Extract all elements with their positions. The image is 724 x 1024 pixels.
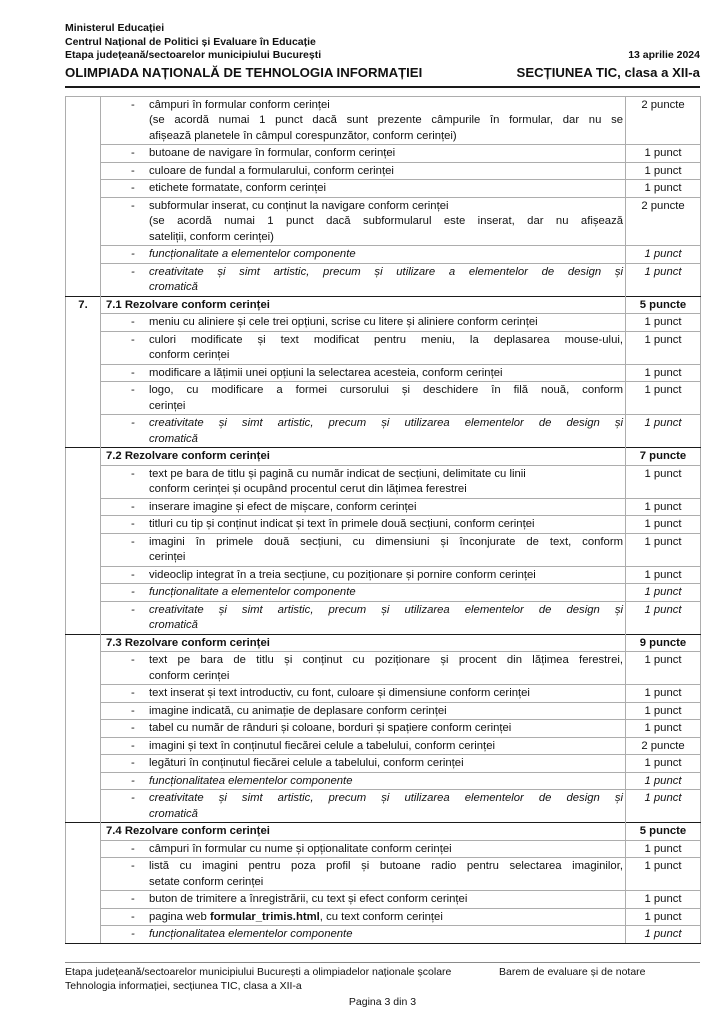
- criterion-line: creativitate și simt artistic, precum și utilizarea elementelor de design și: [149, 603, 623, 616]
- item-number-cell: [66, 840, 101, 858]
- bullet-dash-icon: -: [131, 366, 135, 379]
- item-number-cell: [66, 566, 101, 584]
- bullet-dash-icon: -: [131, 182, 135, 194]
- bullet-item: [101, 534, 625, 566]
- bullet-item: [101, 97, 625, 145]
- criterion-row: [66, 755, 701, 773]
- item-number-cell: [66, 891, 101, 909]
- bullet-item: [101, 180, 625, 197]
- criterion-row: [66, 415, 701, 448]
- criterion-line: (se acordă numai 1 punct dacă sunt prezente câmpurile în formular, dar nu se: [149, 114, 623, 126]
- footer-stage-line: Etapa județeană/sectoarelor municipiului București a olimpiadelor naționale școlare: [65, 966, 452, 978]
- criterion-line: videoclip integrat în a treia secțiune, cu poziționare și pornire conform cerinței: [149, 568, 536, 581]
- bullet-dash-icon: -: [131, 893, 135, 905]
- points-cell: 1 punct: [626, 180, 701, 198]
- criterion-row: [66, 498, 701, 516]
- criterion-text-cell: [101, 162, 626, 180]
- scoring-table: [65, 96, 701, 944]
- bullet-item: [101, 264, 625, 296]
- bullet-item: [101, 755, 625, 772]
- section-header-row: [66, 296, 701, 314]
- item-number-cell: [66, 533, 101, 566]
- bullet-dash-icon: -: [131, 860, 135, 872]
- criterion-text-cell: [101, 772, 626, 790]
- item-number-cell: [66, 382, 101, 415]
- bullet-dash-icon: -: [131, 98, 135, 111]
- criterion-line: (se acordă numai 1 punct dacă subformularul este inserat, dar nu afișează: [149, 215, 623, 227]
- bullet-item: [101, 382, 625, 414]
- item-number-cell: 7.: [66, 296, 101, 314]
- criterion-row: [66, 908, 701, 926]
- criterion-line: creativitate și simt artistic, precum și utilizarea elementelor de design și: [149, 417, 623, 429]
- item-number-cell: [66, 180, 101, 198]
- bullet-dash-icon: -: [131, 199, 135, 212]
- footer-line1: [65, 966, 700, 980]
- criterion-line: afișează planetele în câmpul corespunzător, conform cerinței): [149, 129, 457, 142]
- item-number-cell: [66, 584, 101, 602]
- criterion-text-cell: [101, 197, 626, 246]
- bullet-item: [101, 773, 625, 790]
- points-cell: 2 puncte: [626, 737, 701, 755]
- bullet-item: [101, 685, 625, 702]
- criterion-line: culoare de fundal a formularului, conform cerinței: [149, 164, 394, 177]
- criterion-row: [66, 891, 701, 909]
- criterion-line: cerinței: [149, 551, 186, 563]
- criterion-line: funcționalitatea elementelor componente: [149, 928, 353, 940]
- criterion-line: conform cerinței: [149, 669, 230, 682]
- olympiad-title: OLIMPIADA NAȚIONALĂ DE TEHNOLOGIA INFORMAȚIEI: [65, 64, 423, 80]
- item-number-cell: [66, 263, 101, 296]
- criterion-line: cromatică: [149, 281, 198, 293]
- criterion-line: imagini în primele două secțiuni, cu dimensiuni și înconjurate de text, conform: [149, 535, 623, 548]
- points-cell: 2 puncte: [626, 197, 701, 246]
- criterion-text-cell: [101, 382, 626, 415]
- criterion-text-cell: [101, 720, 626, 738]
- criterion-row: [66, 162, 701, 180]
- criterion-text-cell: [101, 246, 626, 264]
- title-row: [65, 65, 700, 81]
- criterion-line: câmpuri în formular cu nume și opționalitate conform cerinței: [149, 842, 452, 855]
- criterion-row: [66, 584, 701, 602]
- criterion-line: imagini și text în conținutul fiecărei celule a tabelului, conform cerinței: [149, 739, 495, 752]
- points-cell: 2 puncte: [626, 96, 701, 145]
- points-cell: 1 punct: [626, 263, 701, 296]
- criterion-text-cell: [101, 96, 626, 145]
- item-number-cell: [66, 145, 101, 163]
- points-cell: 5 puncte: [626, 823, 701, 841]
- criterion-line: modificare a lățimii unei opțiuni la selectarea acesteia, conform cerinței: [149, 366, 503, 379]
- criterion-line: subformular inserat, cu conținut la navigare conform cerinței: [149, 199, 449, 212]
- criterion-row: [66, 652, 701, 685]
- bullet-item: [101, 365, 625, 382]
- bullet-item: [101, 163, 625, 180]
- points-cell: 9 puncte: [626, 634, 701, 652]
- bullet-item: [101, 926, 625, 943]
- bullet-item: [101, 909, 625, 926]
- item-number-cell: [66, 415, 101, 448]
- criterion-line: imagine indicată, cu animație de deplasare conform cerinței: [149, 704, 447, 717]
- criterion-text-cell: [101, 702, 626, 720]
- criterion-line: câmpuri în formular conform cerinței: [149, 98, 330, 111]
- item-number-cell: [66, 162, 101, 180]
- criterion-line: funcționalitatea elementelor componente: [149, 774, 353, 787]
- criterion-text-cell: [101, 737, 626, 755]
- criterion-text-cell: [101, 685, 626, 703]
- criterion-line: cromatică: [149, 432, 198, 445]
- criterion-row: [66, 926, 701, 944]
- section-title: 7.2 Rezolvare conform cerinței: [106, 450, 270, 462]
- points-cell: 1 punct: [626, 331, 701, 364]
- criterion-row: [66, 840, 701, 858]
- points-cell: 7 puncte: [626, 448, 701, 466]
- section-title: 7.1 Rezolvare conform cerinței: [106, 298, 270, 311]
- criterion-line: listă cu imagini pentru poza profil și butoane radio pentru selectarea imaginilor,: [149, 860, 623, 872]
- criterion-text-cell: [101, 755, 626, 773]
- bullet-dash-icon: -: [131, 774, 135, 787]
- item-number-cell: [66, 702, 101, 720]
- points-cell: 5 puncte: [626, 296, 701, 314]
- criterion-line: legături în conținutul fiecărei celule a tabelului, conform cerinței: [149, 757, 464, 769]
- points-cell: 1 punct: [626, 652, 701, 685]
- criterion-row: [66, 772, 701, 790]
- criterion-text-cell: [101, 858, 626, 891]
- item-number-cell: [66, 601, 101, 634]
- bullet-dash-icon: -: [131, 687, 135, 699]
- criterion-text-cell: [101, 634, 626, 652]
- item-number-cell: [66, 331, 101, 364]
- criterion-text-cell: [101, 926, 626, 944]
- criterion-text-cell: [101, 584, 626, 602]
- footer-subject-line: Tehnologia informației, secțiunea TIC, clasa a XII-a: [65, 979, 302, 992]
- criterion-row: [66, 737, 701, 755]
- bullet-dash-icon: -: [131, 164, 135, 177]
- header-rule: [65, 86, 700, 88]
- date-label: 13 aprilie 2024: [628, 49, 700, 61]
- bullet-dash-icon: -: [131, 842, 135, 855]
- criterion-text-cell: [101, 296, 626, 314]
- criterion-line: meniu cu aliniere și cele trei opțiuni, scrise cu litere și aliniere conform cerinței: [149, 316, 538, 328]
- item-number-cell: [66, 823, 101, 841]
- criterion-text-cell: [101, 263, 626, 296]
- bullet-dash-icon: -: [131, 603, 135, 616]
- bullet-dash-icon: -: [131, 586, 135, 598]
- item-number-cell: [66, 790, 101, 823]
- document-header: [65, 22, 700, 88]
- points-cell: 1 punct: [626, 858, 701, 891]
- item-number-cell: [66, 737, 101, 755]
- bullet-dash-icon: -: [131, 928, 135, 940]
- criterion-text-cell: [101, 652, 626, 685]
- criterion-line: conform cerinței: [149, 349, 230, 361]
- criterion-line: titluri cu tip și conținut indicat și text în primele două secțiuni, conform cerinței: [149, 518, 535, 530]
- item-number-cell: [66, 498, 101, 516]
- points-cell: 1 punct: [626, 382, 701, 415]
- bullet-dash-icon: -: [131, 722, 135, 734]
- criterion-line: cerinței: [149, 399, 186, 412]
- criterion-line: logo, cu modificare a formei cursorului și deschidere în filă nouă, conform: [149, 384, 623, 396]
- points-cell: 1 punct: [626, 498, 701, 516]
- points-cell: 1 punct: [626, 840, 701, 858]
- points-cell: 1 punct: [626, 908, 701, 926]
- footer-barem-label: Barem de evaluare și de notare: [499, 966, 646, 978]
- criterion-line: creativitate și simt artistic, precum și utilizare a elementelor de design și: [149, 265, 623, 278]
- bullet-item: [101, 516, 625, 533]
- criterion-text-cell: [101, 533, 626, 566]
- criterion-row: [66, 601, 701, 634]
- item-number-cell: [66, 685, 101, 703]
- points-cell: 1 punct: [626, 415, 701, 448]
- points-cell: 1 punct: [626, 246, 701, 264]
- bullet-item: [101, 602, 625, 634]
- item-number-cell: [66, 516, 101, 534]
- points-cell: 1 punct: [626, 772, 701, 790]
- criterion-row: [66, 858, 701, 891]
- bullet-dash-icon: -: [131, 704, 135, 717]
- criterion-line: text pe bara de titlu și pagină cu număr indicat de secțiuni, delimitate cu linii: [149, 467, 526, 480]
- points-cell: 1 punct: [626, 145, 701, 163]
- bullet-item: [101, 703, 625, 720]
- criterion-row: [66, 96, 701, 145]
- criterion-row: [66, 533, 701, 566]
- bullet-item: [101, 841, 625, 858]
- points-cell: 1 punct: [626, 790, 701, 823]
- criterion-row: [66, 263, 701, 296]
- bullet-item: [101, 145, 625, 162]
- stage-date-row: [65, 49, 700, 63]
- bullet-dash-icon: -: [131, 518, 135, 530]
- bullet-dash-icon: -: [131, 467, 135, 480]
- bullet-item: [101, 738, 625, 755]
- ministry-line: Ministerul Educației: [65, 22, 165, 34]
- points-cell: 1 punct: [626, 584, 701, 602]
- criterion-line: creativitate și simt artistic, precum și utilizarea elementelor de design și: [149, 792, 623, 804]
- criterion-row: [66, 790, 701, 823]
- points-cell: 1 punct: [626, 702, 701, 720]
- criterion-line: text inserat și text introductiv, cu font, culoare și dimensiune conform cerinței: [149, 687, 530, 699]
- bullet-item: [101, 720, 625, 737]
- criterion-line: funcționalitate a elementelor componente: [149, 586, 356, 598]
- criterion-text-cell: [101, 891, 626, 909]
- bullet-dash-icon: -: [131, 316, 135, 328]
- section-title: 7.4 Rezolvare conform cerinței: [106, 825, 270, 837]
- section-title: 7.3 Rezolvare conform cerinței: [106, 636, 270, 649]
- criterion-row: [66, 702, 701, 720]
- item-number-cell: [66, 755, 101, 773]
- item-number-cell: [66, 772, 101, 790]
- criterion-text-cell: [101, 840, 626, 858]
- points-cell: 1 punct: [626, 465, 701, 498]
- bullet-item: [101, 198, 625, 246]
- criterion-line: text pe bara de titlu și conținut cu poziționare și procent din lățimea ferestrei,: [149, 654, 623, 666]
- points-cell: 1 punct: [626, 720, 701, 738]
- footer-rule: [65, 962, 700, 963]
- item-number-cell: [66, 96, 101, 145]
- bullet-dash-icon: -: [131, 500, 135, 513]
- points-cell: 1 punct: [626, 685, 701, 703]
- criterion-row: [66, 145, 701, 163]
- criterion-line: pagina web formular_trimis.html, cu text conform cerinței: [149, 910, 443, 923]
- bullet-item: [101, 790, 625, 822]
- bullet-item: [101, 891, 625, 908]
- bullet-dash-icon: -: [131, 333, 135, 346]
- criterion-line: butoane de navigare în formular, conform cerinței: [149, 147, 396, 159]
- center-line: Centrul Național de Politici și Evaluare în Educație: [65, 35, 316, 48]
- points-cell: 1 punct: [626, 926, 701, 944]
- item-number-cell: [66, 246, 101, 264]
- criterion-row: [66, 516, 701, 534]
- criterion-row: [66, 685, 701, 703]
- criterion-text-cell: [101, 601, 626, 634]
- criterion-text-cell: [101, 465, 626, 498]
- criterion-text-cell: [101, 364, 626, 382]
- points-cell: 1 punct: [626, 891, 701, 909]
- item-number-cell: [66, 364, 101, 382]
- criterion-row: [66, 331, 701, 364]
- criterion-line: culori modificate și text modificat pentru meniu, la deplasarea mouse-ului,: [149, 333, 623, 346]
- section-class-label: SECȚIUNEA TIC, clasa a XII-a: [516, 64, 700, 80]
- points-cell: 1 punct: [626, 533, 701, 566]
- criterion-text-cell: [101, 823, 626, 841]
- criterion-row: [66, 314, 701, 332]
- criterion-text-cell: [101, 415, 626, 448]
- page-number: Pagina 3 din 3: [348, 996, 417, 1008]
- criterion-text-cell: [101, 145, 626, 163]
- section-header-row: [66, 823, 701, 841]
- criterion-row: [66, 197, 701, 246]
- item-number-cell: [66, 926, 101, 944]
- item-number-cell: [66, 197, 101, 246]
- bullet-item: [101, 584, 625, 601]
- points-cell: 1 punct: [626, 516, 701, 534]
- criterion-text-cell: [101, 908, 626, 926]
- criterion-text-cell: [101, 516, 626, 534]
- bullet-dash-icon: -: [131, 910, 135, 923]
- criterion-text-cell: [101, 331, 626, 364]
- points-cell: 1 punct: [626, 314, 701, 332]
- criterion-line: setate conform cerinței: [149, 875, 264, 888]
- bullet-dash-icon: -: [131, 417, 135, 429]
- criterion-row: [66, 566, 701, 584]
- bullet-item: [101, 246, 625, 263]
- bullet-dash-icon: -: [131, 568, 135, 581]
- bullet-item: [101, 466, 625, 498]
- bullet-item: [101, 652, 625, 684]
- document-footer: [65, 962, 700, 1010]
- bullet-item: [101, 415, 625, 447]
- item-number-cell: [66, 652, 101, 685]
- criterion-line: sateliții, conform cerinței): [149, 230, 274, 243]
- section-header-row: [66, 448, 701, 466]
- bullet-item: [101, 567, 625, 584]
- bullet-dash-icon: -: [131, 739, 135, 752]
- criterion-text-cell: [101, 314, 626, 332]
- bullet-dash-icon: -: [131, 248, 135, 260]
- item-number-cell: [66, 720, 101, 738]
- bullet-item: [101, 858, 625, 890]
- criterion-row: [66, 364, 701, 382]
- bullet-dash-icon: -: [131, 792, 135, 804]
- points-cell: 1 punct: [626, 755, 701, 773]
- criterion-row: [66, 246, 701, 264]
- document-content: [65, 22, 700, 944]
- criterion-line: tabel cu număr de rânduri și coloane, borduri și spațiere conform cerinței: [149, 722, 512, 734]
- criterion-line: funcționalitate a elementelor componente: [149, 248, 356, 260]
- section-header-row: [66, 634, 701, 652]
- bullet-dash-icon: -: [131, 265, 135, 278]
- criterion-line: cromatică: [149, 619, 198, 631]
- criterion-line: conform cerinței și ocupând procentul cerut din lățimea ferestrei: [149, 483, 467, 495]
- item-number-cell: [66, 465, 101, 498]
- criterion-text-cell: [101, 180, 626, 198]
- item-number-cell: [66, 908, 101, 926]
- stage-line: Etapa județeană/sectoarelor municipiului București: [65, 49, 322, 61]
- criterion-row: [66, 720, 701, 738]
- criterion-line: buton de trimitere a înregistrării, cu text și efect conform cerinței: [149, 893, 468, 905]
- bullet-dash-icon: -: [131, 757, 135, 769]
- bullet-dash-icon: -: [131, 535, 135, 548]
- item-number-cell: [66, 448, 101, 466]
- points-cell: 1 punct: [626, 162, 701, 180]
- bullet-dash-icon: -: [131, 147, 135, 159]
- criterion-line: inserare imagine și efect de mișcare, conform cerinței: [149, 500, 417, 513]
- scoring-table-body: [66, 96, 701, 943]
- bullet-dash-icon: -: [131, 384, 135, 396]
- criterion-text-cell: [101, 566, 626, 584]
- points-cell: 1 punct: [626, 601, 701, 634]
- points-cell: 1 punct: [626, 566, 701, 584]
- criterion-line: etichete formatate, conform cerinței: [149, 182, 327, 194]
- item-number-cell: [66, 314, 101, 332]
- criterion-line: cromatică: [149, 807, 198, 820]
- bullet-item: [101, 332, 625, 364]
- criterion-text-cell: [101, 448, 626, 466]
- item-number-cell: [66, 858, 101, 891]
- bullet-item: [101, 499, 625, 516]
- criterion-text-cell: [101, 498, 626, 516]
- bullet-item: [101, 314, 625, 331]
- criterion-row: [66, 180, 701, 198]
- points-cell: 1 punct: [626, 364, 701, 382]
- criterion-text-cell: [101, 790, 626, 823]
- criterion-row: [66, 465, 701, 498]
- item-number-cell: [66, 634, 101, 652]
- criterion-row: [66, 382, 701, 415]
- bullet-dash-icon: -: [131, 654, 135, 666]
